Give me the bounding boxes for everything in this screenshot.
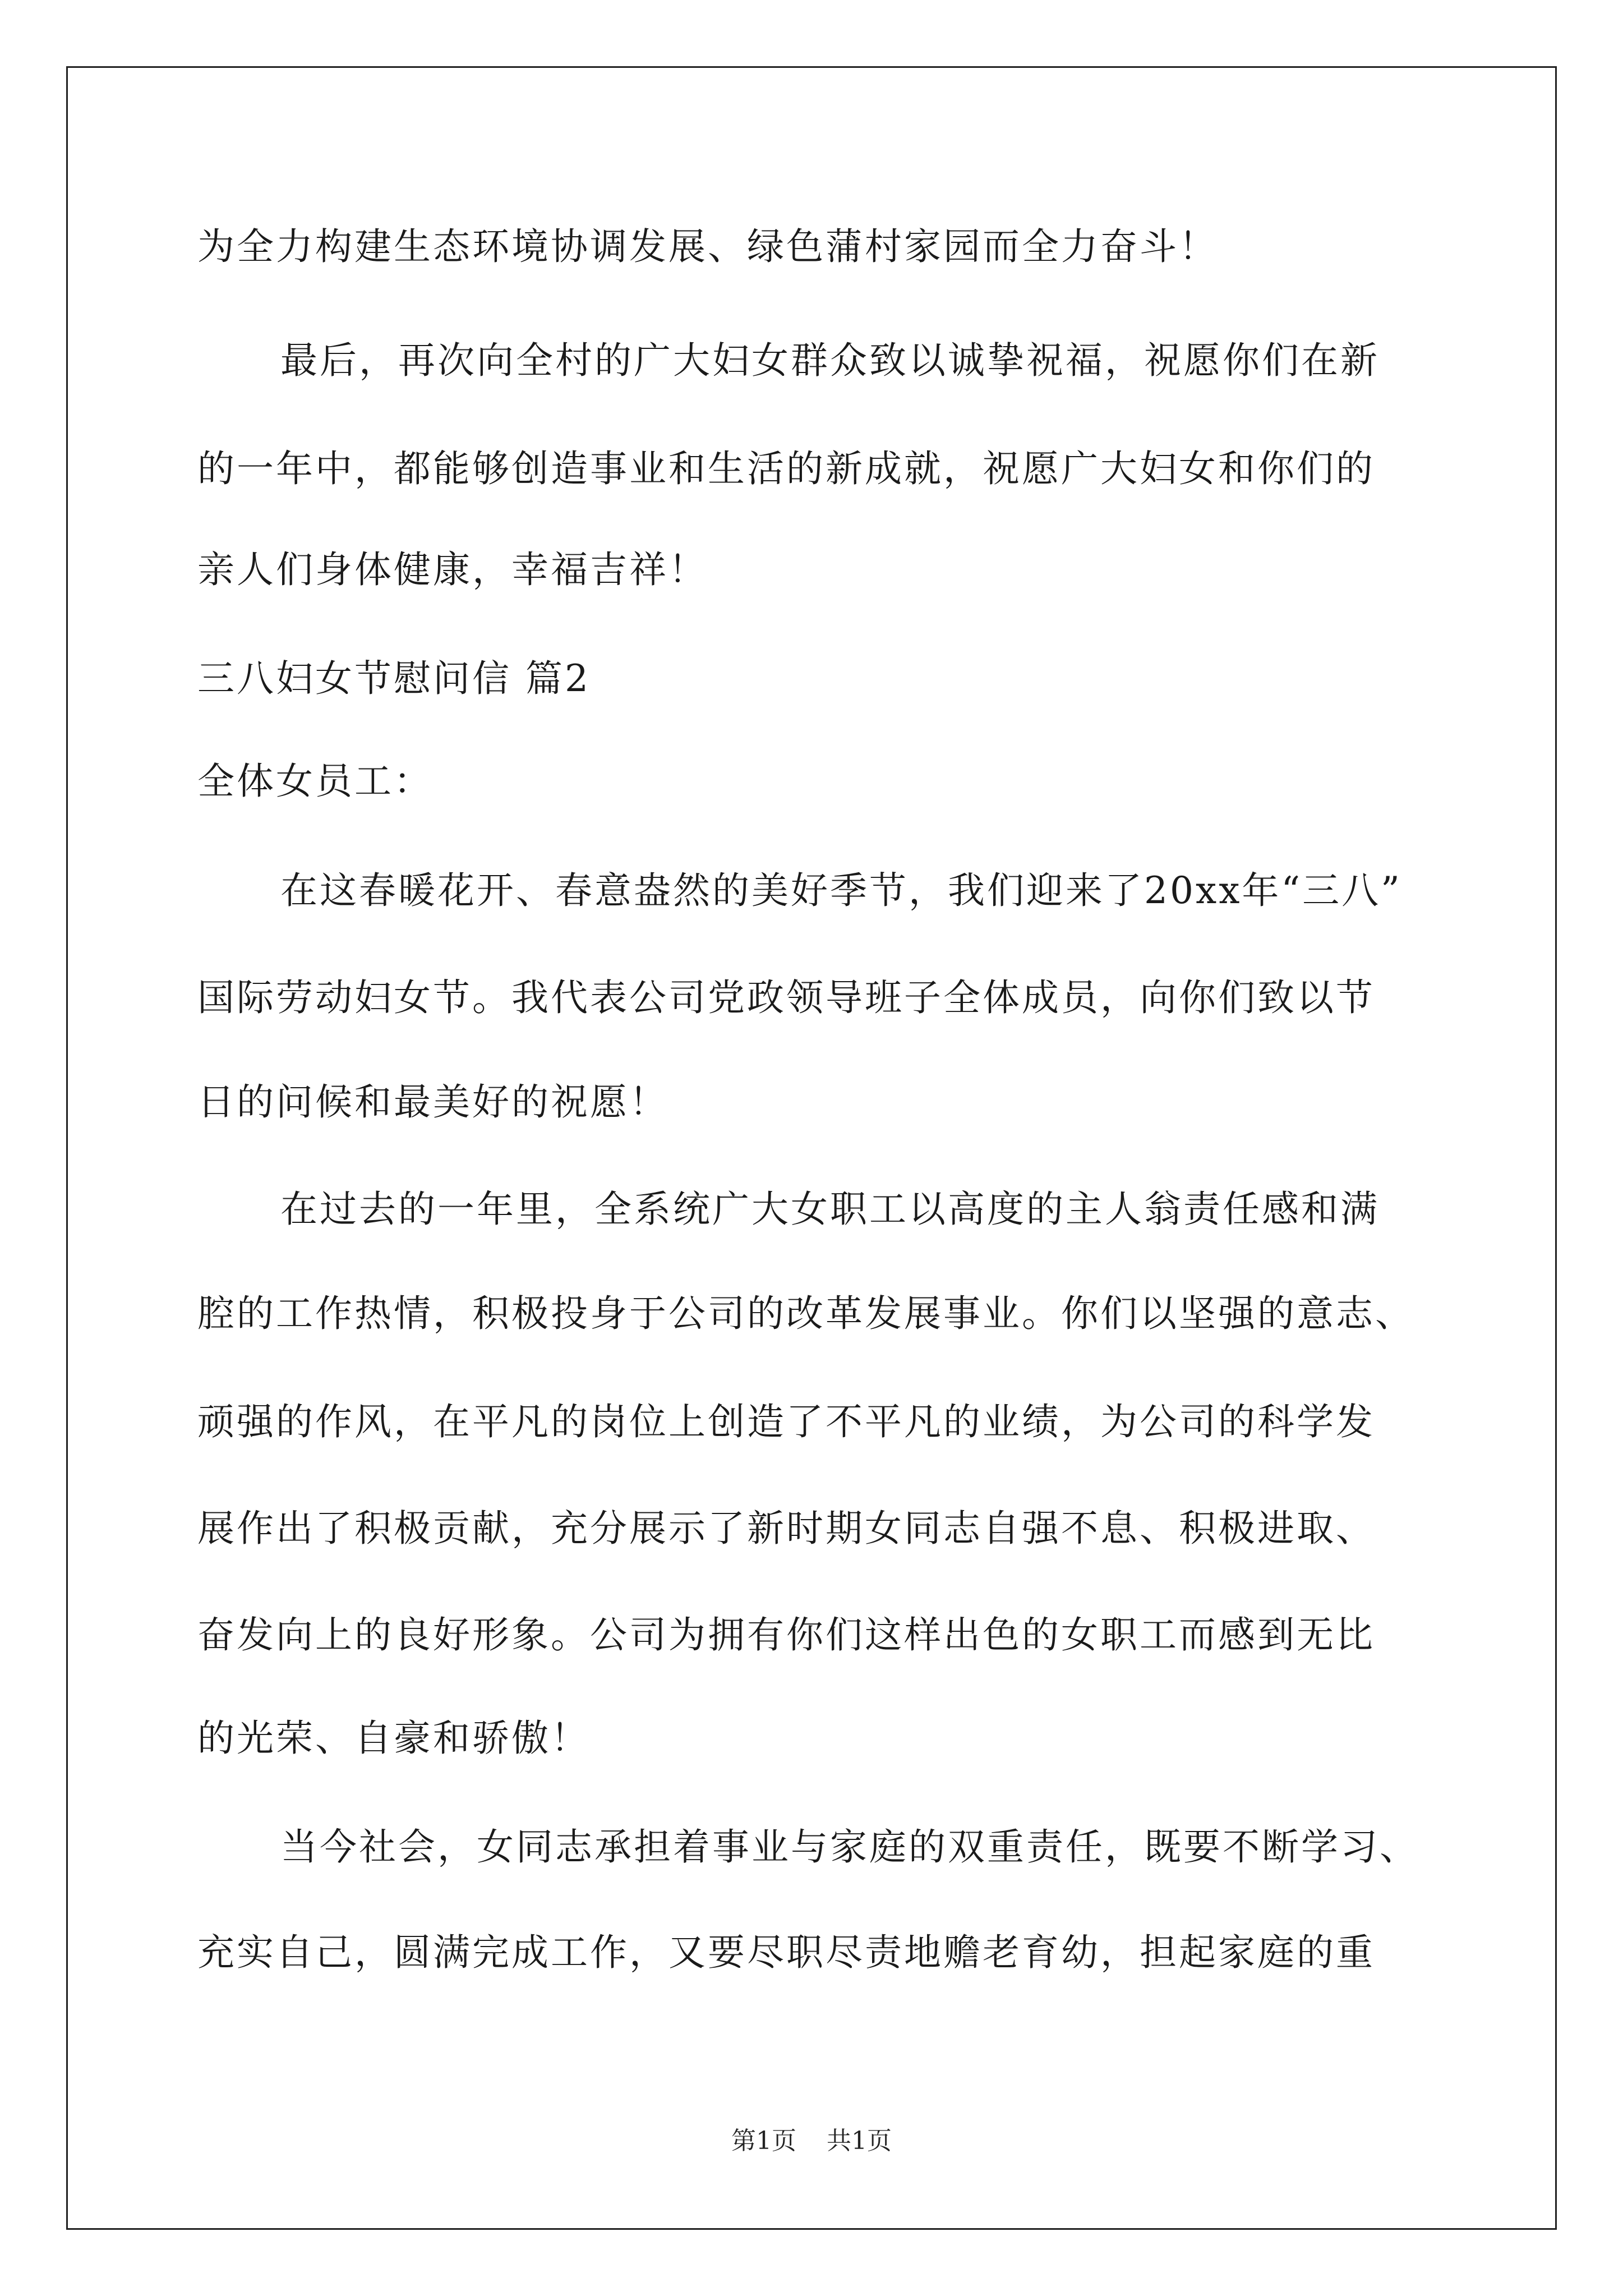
body-line-3: 的一年中，都能够创造事业和生活的新成就，祝愿广大妇女和你们的 [197, 447, 1375, 490]
page-total: 共1页 [827, 2127, 892, 2155]
body-line-14: 奋发向上的良好形象。公司为拥有你们这样出色的女职工而感到无比 [197, 1613, 1375, 1657]
body-line-15: 的光荣、自豪和骄傲！ [197, 1717, 590, 1760]
body-line-2: 最后，再次向全村的广大妇女群众致以诚挚祝福，祝愿你们在新 [280, 339, 1380, 382]
body-line-10: 在过去的一年里，全系统广大女职工以高度的主人翁责任感和满 [280, 1188, 1380, 1231]
body-line-9: 日的问候和最美好的祝愿！ [197, 1080, 668, 1124]
page-footer [0, 2124, 1623, 2158]
body-line-11: 腔的工作热情，积极投身于公司的改革发展事业。你们以坚强的意志、 [197, 1292, 1414, 1335]
section-heading: 三八妇女节慰问信 篇2 [197, 657, 591, 700]
body-line-12: 顽强的作风，在平凡的岗位上创造了不平凡的业绩，为公司的科学发 [197, 1400, 1375, 1443]
body-line-4: 亲人们身体健康，幸福吉祥！ [197, 548, 708, 591]
body-line-7: 在这春暖花开、春意盎然的美好季节，我们迎来了20xx年“三八” [280, 869, 1402, 912]
body-line-13: 展作出了积极贡献，充分展示了新时期女同志自强不息、积极进取、 [197, 1507, 1375, 1550]
body-line-1: 为全力构建生态环境协调发展、绿色蒲村家园而全力奋斗！ [197, 225, 1218, 268]
salutation: 全体女员工： [197, 760, 433, 803]
page-border [66, 66, 1557, 2230]
body-line-17: 充实自己，圆满完成工作，又要尽职尽责地赡老育幼，担起家庭的重 [197, 1931, 1375, 1974]
body-line-16: 当今社会，女同志承担着事业与家庭的双重责任，既要不断学习、 [280, 1825, 1419, 1869]
page-number: 第1页 [731, 2127, 796, 2155]
body-line-8: 国际劳动妇女节。我代表公司党政领导班子全体成员，向你们致以节 [197, 976, 1375, 1019]
